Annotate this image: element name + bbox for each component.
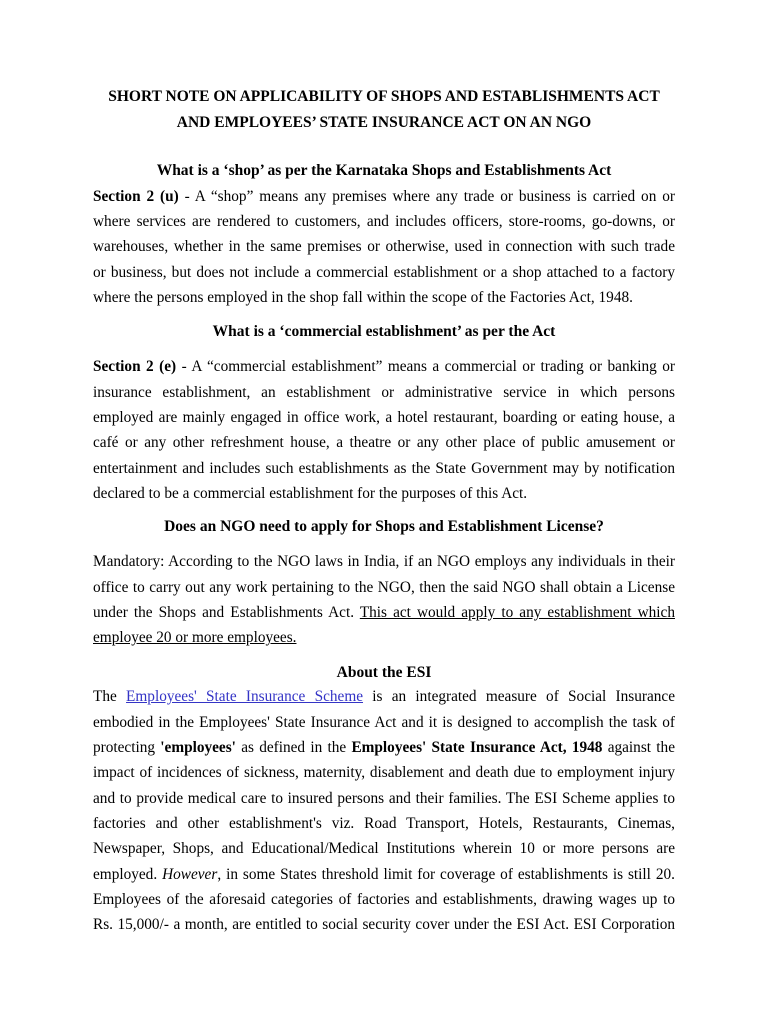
- paragraph-line: declared to be a commercial establishment for the purposes of this Act.: [93, 484, 528, 502]
- section-heading: What is a ‘shop’ as per the Karnataka Shops and Establishments Act: [156, 162, 612, 180]
- paragraph-line: Newspaper, Shops, and Educational/Medical Institutions wherein 10 or more persons are: [93, 840, 675, 858]
- paragraph-line: Employees of the aforesaid categories of factories and establishments, drawing wages up to: [93, 890, 675, 908]
- paragraph-line: [93, 600, 675, 625]
- section-commercial-establishment: [93, 319, 675, 506]
- document-body: [93, 84, 675, 937]
- section-heading: Does an NGO need to apply for Shops and Establishment License?: [164, 518, 604, 536]
- line-text: is an integrated measure of Social Insurance: [363, 688, 675, 706]
- bold-term: Employees' State Insurance Act, 1948: [351, 739, 603, 757]
- paragraph-line: insurance establishment, an establishment or administrative service in which persons: [93, 383, 675, 401]
- underlined-text: employee 20 or more employees.: [93, 629, 297, 647]
- line-text: The: [93, 688, 127, 706]
- line-text: protecting: [93, 739, 161, 757]
- section-paragraph: [93, 184, 675, 310]
- section-shop-definition: [93, 158, 675, 310]
- line-text: - A “commercial establishment” means a commercial or trading or banking or: [176, 358, 675, 376]
- paragraph-line: [93, 184, 675, 209]
- bold-term: 'employees': [160, 739, 236, 757]
- section-paragraph: [93, 549, 675, 650]
- paragraph-line: café or any other refreshment house, a theatre or any other place of public amusement or: [93, 434, 675, 452]
- paragraph-line: where the persons employed in the shop fall within the scope of the Factories Act, 1948.: [93, 288, 633, 306]
- paragraph-line: embodied in the Employees' State Insurance Act and it is designed to accomplish the task of: [93, 713, 675, 731]
- paragraph-line: impact of incidences of sickness, maternity, disablement and death due to employment injury: [93, 764, 675, 782]
- esi-scheme-link[interactable]: Employees' State Insurance Scheme: [126, 688, 364, 706]
- section-heading: What is a ‘commercial establishment’ as per the Act: [212, 323, 556, 341]
- paragraph-line: office to carry out any work pertaining to the NGO, then the said NGO shall obtain a License: [93, 578, 675, 596]
- section-reference: Section 2 (u): [93, 187, 179, 205]
- line-text: - A “shop” means any premises where any trade or business is carried on or: [178, 187, 675, 205]
- paragraph-line: entertainment and includes such establishments as the State Government may by notification: [93, 459, 675, 477]
- paragraph-line: factories and other establishment's viz. Road Transport, Hotels, Restaurants, Cinemas,: [93, 814, 675, 832]
- line-text: against the: [602, 739, 675, 757]
- paragraph-line: [93, 735, 675, 760]
- line-text: employed.: [93, 865, 163, 883]
- emphasis-text: However: [162, 865, 218, 883]
- title-line: SHORT NOTE ON APPLICABILITY OF SHOPS AND ESTABLISHMENTS ACT: [108, 88, 660, 106]
- paragraph-line: or business, but does not include a commercial establishment or a shop attached to a factory: [93, 263, 675, 281]
- paragraph-line: employed are mainly engaged in office work, a hotel restaurant, boarding or eating house, a: [93, 408, 675, 426]
- title-line: AND EMPLOYEES’ STATE INSURANCE ACT ON AN NGO: [176, 113, 592, 131]
- paragraph-line: where services are rendered to customers, and includes officers, store-rooms, go-downs, or: [93, 212, 675, 230]
- section-heading: About the ESI: [336, 664, 432, 682]
- paragraph-line: Rs. 15,000/- a month, are entitled to social security cover under the ESI Act. ESI Corporation: [93, 916, 675, 934]
- section-reference: Section 2 (e): [93, 358, 177, 376]
- underlined-text: This act would apply to any establishment which: [359, 603, 675, 621]
- section-about-esi: [93, 660, 675, 937]
- section-ngo-license: [93, 514, 675, 650]
- line-text: under the Shops and Establishments Act.: [93, 603, 360, 621]
- paragraph-line: [93, 684, 675, 709]
- section-paragraph: [93, 354, 675, 506]
- paragraph-line: [93, 625, 675, 650]
- paragraph-line: Mandatory: According to the NGO laws in India, if an NGO employs any individuals in their: [93, 553, 675, 571]
- document-title: [93, 84, 675, 135]
- section-paragraph: [93, 684, 675, 937]
- line-text: , in some States threshold limit for coverage of establishments is still 20.: [217, 865, 675, 883]
- line-text: as defined in the: [235, 739, 352, 757]
- paragraph-line: [93, 862, 675, 887]
- paragraph-line: and to provide medical care to insured persons and their families. The ESI Scheme applies to: [93, 789, 675, 807]
- paragraph-line: warehouses, whether in the same premises or otherwise, used in connection with such trade: [93, 238, 675, 256]
- paragraph-line: [93, 354, 675, 379]
